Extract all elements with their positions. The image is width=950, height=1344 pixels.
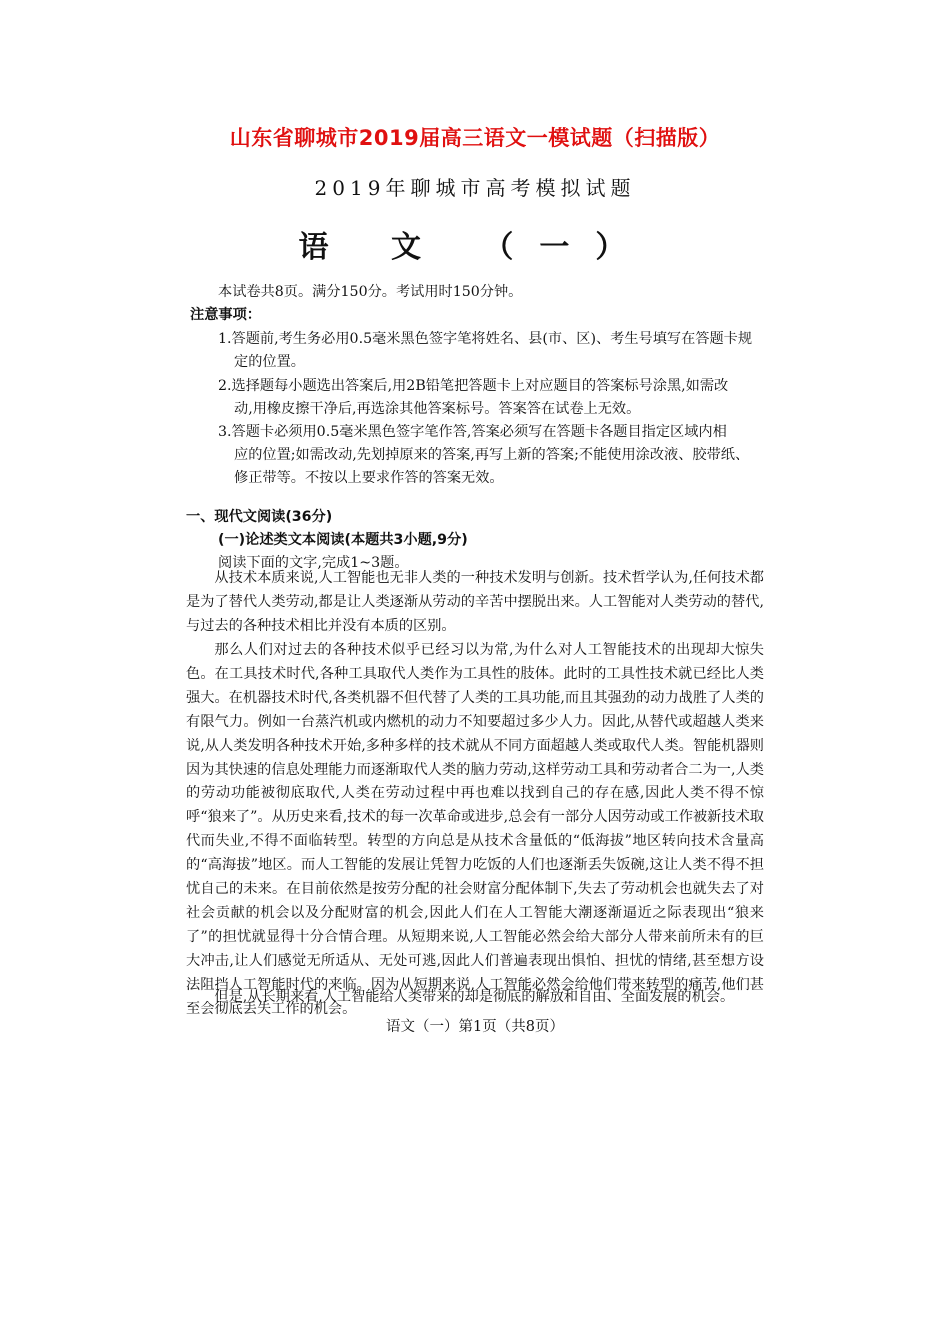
note-2-line-1: 2.选择题每小题选出答案后,用2B铅笔把答题卡上对应题目的答案标号涂黑,如需改: [218, 378, 729, 394]
page-footer: 语文（一）第1页（共8页）: [386, 1019, 564, 1035]
note-3-line-1: 3.答题卡必须用0.5毫米黑色签字笔作答,答案必须写在答题卡各题目指定区域内相: [218, 424, 727, 440]
exam-subtitle: 2019年聊城市高考模拟试题: [314, 176, 636, 200]
reading-instruction: 阅读下面的文字,完成1~3题。: [218, 555, 409, 571]
exam-info: 本试卷共8页。满分150分。考试用时150分钟。: [218, 284, 523, 300]
note-1-line-2: 定的位置。: [234, 354, 305, 370]
article-paragraph-2: 那么人们对过去的各种技术似乎已经习以为常,为什么对人工智能技术的出现却大惊失色。在工具技术时代,各种工具取代人类作为工具性的肢体。此时的工具性技术就已经比人类强大。在机器技术时代,各类机器不但代替了人类的工具功能,而且其强劲的动力战胜了人类的有限气力。例如一台蒸汽机或内燃机的动力不知要超过多少人力。因此,从替代或超越人类来说,从人类发明各种技术开始,多种多样的技术就从不同方面超越人类或取代人类。智能机器则因为其快速的信息处理能力而逐渐取代人类的脑力劳动,这样劳动工具和劳动者合二为一,人类的劳动功能被彻底取代,人类在劳动过程中再也难以找到自己的存在感,因此人类不得不惊呼“狼来了”。从历史来看,技术的每一次革命或进步,总会有一部分人因劳动或工作被新技术取代而失业,不得不面临转型。转型的方向总是从技术含量低的“低海拔”地区转向技术含量高的“高海拔”地区。而人工智能的发展让凭智力吃饭的人们也逐渐丢失饭碗,这让人类不得不担忧自己的未来。在目前依然是按劳分配的社会财富分配体制下,失去了劳动机会也就失去了对社会贡献的机会以及分配财富的机会,因此人们在人工智能大潮逐渐逼近之际表现出“狼来了”的担忧就显得十分合情合理。从短期来说,人工智能必然会给大部分人带来前所未有的巨大冲击,让人们感觉无所适从、无处可逃,因此人们普遍表现出惧怕、担忧的情绪,甚至想方设法阻挡人工智能时代的来临。因为从短期来说,人工智能必然会给他们带来转型的痛苦,他们甚至会彻底丢失工作的机会。: [186, 642, 764, 1017]
note-3-line-3: 修正带等。不按以上要求作答的答案无效。: [234, 470, 504, 486]
note-1-line-1: 1.答题前,考生务必用0.5毫米黑色签字笔将姓名、县(市、区)、考生号填写在答题卡规: [218, 331, 753, 347]
sub-section-heading: (一)论述类文本阅读(本题共3小题,9分): [218, 532, 468, 548]
note-2-line-2: 动,用橡皮擦干净后,再选涂其他答案标号。答案答在试卷上无效。: [234, 401, 641, 417]
section-heading: 一、现代文阅读(36分): [186, 509, 333, 525]
article-paragraph-1: 从技术本质来说,人工智能也无非人类的一种技术发明与创新。技术哲学认为,任何技术都是为了替代人类劳动,都是让人类逐渐从劳动的辛苦中摆脱出来。人工智能对人类劳动的替代,与过去的各种技术相比并没有本质的区别。: [186, 570, 764, 634]
note-3-line-2: 应的位置;如需改动,先划掉原来的答案,再写上新的答案;不能使用涂改液、胶带纸、: [234, 447, 750, 463]
subject-title: 语 文 （一）: [298, 230, 652, 265]
document-title: 山东省聊城市2019届高三语文一模试题（扫描版）: [229, 126, 721, 150]
article-paragraph-3: 但是,从长期来看,人工智能给人类带来的却是彻底的解放和自由、全面发展的机会。: [214, 989, 735, 1005]
notes-heading: 注意事项：: [190, 307, 261, 323]
